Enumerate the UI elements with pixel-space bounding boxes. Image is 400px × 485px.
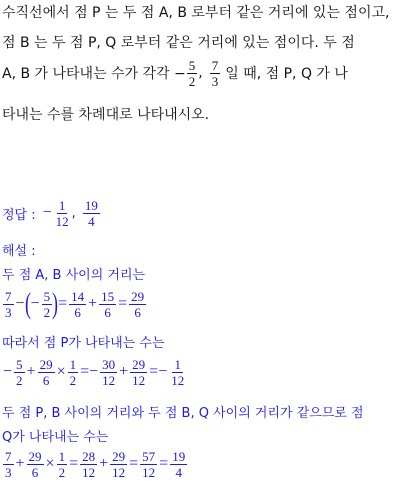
eq3-term-6-numerator: 57: [142, 448, 156, 464]
answer-p-denominator: 12: [55, 213, 69, 229]
eq3-term-3-denominator: 2: [58, 464, 66, 480]
eq1-term-4-numerator: 15: [101, 288, 115, 304]
eq3-term-2-denominator: 6: [31, 464, 39, 480]
eq1-term-3-denominator: 6: [74, 304, 81, 320]
solution-label: 해설 :: [2, 244, 36, 259]
eq3-term-2-numerator: 29: [28, 448, 42, 464]
eq1-negative: −: [30, 295, 40, 312]
eq2-term-4-denominator: 12: [102, 372, 116, 388]
eq3-term-5-numerator: 29: [112, 448, 126, 464]
question-comma: ,: [198, 65, 203, 81]
solution-line-4: Q가 나타내는 수는: [2, 430, 109, 445]
eq3-term-4: [80, 449, 97, 480]
eq2-term-6-numerator: 1: [174, 356, 181, 372]
eq3-plus-2: +: [99, 455, 109, 472]
eq2-term-2-denominator: 6: [42, 372, 50, 388]
eq2-times: ×: [56, 363, 66, 380]
fraction-a-numerator: 5: [188, 57, 196, 73]
answer-q-numerator: 19: [84, 197, 98, 213]
solution-line-3: 두 점 P, B 사이의 거리와 두 점 B, Q 사이의 거리가 같으므로 점: [2, 406, 364, 421]
fraction-a-denominator: 2: [188, 73, 196, 89]
eq1-term-5: [129, 289, 146, 320]
fraction-b: [210, 58, 221, 89]
answer-q-denominator: 4: [88, 213, 95, 229]
eq1-term-2: [42, 289, 53, 320]
question-line-3-prefix: A, B 가 나타내는 수가 각각 −: [2, 66, 186, 82]
eq2-equals-negative-2: =−: [149, 363, 168, 380]
answer-minus: −: [42, 204, 52, 221]
eq1-plus: +: [88, 295, 98, 312]
eq3-term-4-denominator: 12: [82, 464, 96, 480]
question-line-3: [2, 56, 348, 90]
answer-q: [83, 198, 100, 229]
eq3-term-7-numerator: 19: [172, 448, 186, 464]
fraction-b-numerator: 7: [211, 57, 219, 73]
eq3-term-7-denominator: 4: [175, 464, 182, 480]
eq3-term-5: [110, 449, 127, 480]
solution-line-1: 두 점 A, B 사이의 거리는: [2, 268, 146, 283]
eq2-term-4-numerator: 30: [102, 356, 116, 372]
eq2-plus: +: [26, 363, 36, 380]
eq2-term-2-numerator: 29: [39, 356, 53, 372]
eq1-term-2-denominator: 2: [43, 304, 51, 320]
eq2-term-6-denominator: 12: [171, 372, 185, 388]
eq2-term-3-numerator: 1: [69, 356, 77, 372]
answer-line: [2, 196, 101, 230]
eq1-term-3-numerator: 14: [71, 288, 85, 304]
eq1-minus: −: [15, 295, 25, 312]
eq3-term-7: [170, 449, 187, 480]
answer-p: [54, 198, 71, 229]
answer-comma: ,: [71, 205, 76, 221]
eq2-plus-2: +: [119, 363, 129, 380]
eq1-equals-2: =: [118, 295, 128, 312]
eq1-right-paren: ): [52, 287, 59, 320]
eq3-times: ×: [45, 455, 55, 472]
eq1-term-1: [3, 289, 14, 320]
solution-equation-3: [2, 444, 188, 484]
eq2-term-5-numerator: 29: [132, 356, 146, 372]
eq2-term-5: [130, 357, 147, 388]
eq3-equals-2: =: [129, 455, 139, 472]
eq2-equals-negative: =−: [80, 363, 99, 380]
eq3-term-1: [3, 449, 14, 480]
eq1-term-1-numerator: 7: [5, 288, 12, 304]
eq2-term-6: [169, 357, 186, 388]
eq2-term-5-denominator: 12: [132, 372, 146, 388]
eq3-term-3-numerator: 1: [58, 448, 66, 464]
solution-equation-2: [2, 352, 187, 392]
eq2-term-3: [68, 357, 79, 388]
eq3-term-6: [140, 449, 157, 480]
fraction-b-denominator: 3: [211, 73, 219, 89]
question-line-2: 점 B 는 두 점 P, Q 로부터 같은 거리에 있는 점이다. 두 점: [2, 35, 355, 51]
fraction-a: [187, 58, 198, 89]
eq1-term-1-denominator: 3: [5, 304, 12, 320]
eq2-term-1: [14, 357, 25, 388]
eq2-term-4: [100, 357, 117, 388]
question-line-4: 타내는 수를 차례대로 나타내시오.: [2, 107, 210, 123]
question-line-1: 수직선에서 점 P 는 두 점 A, B 로부터 같은 거리에 있는 점이고,: [2, 5, 390, 21]
eq1-term-5-denominator: 6: [134, 304, 141, 320]
eq1-term-4: [99, 289, 116, 320]
question-line-3-suffix: 일 때, 점 P, Q 가 나: [225, 66, 348, 82]
eq3-term-1-numerator: 7: [5, 448, 12, 464]
solution-line-2: 따라서 점 P가 나타내는 수는: [2, 336, 165, 351]
eq3-term-1-denominator: 3: [5, 464, 12, 480]
eq3-term-5-denominator: 12: [112, 464, 126, 480]
eq3-term-2: [27, 449, 44, 480]
answer-p-numerator: 1: [58, 197, 66, 213]
eq1-left-paren: (: [24, 287, 31, 320]
eq3-plus: +: [15, 455, 25, 472]
answer-label: 정답 :: [2, 207, 36, 223]
eq3-term-6-denominator: 12: [142, 464, 156, 480]
eq2-term-3-denominator: 2: [69, 372, 77, 388]
eq1-term-2-numerator: 5: [43, 288, 51, 304]
eq3-equals-3: =: [159, 455, 169, 472]
eq3-equals: =: [69, 455, 79, 472]
eq2-negative: −: [3, 363, 13, 380]
eq2-term-2: [38, 357, 55, 388]
eq1-term-4-denominator: 6: [104, 304, 111, 320]
eq3-term-4-numerator: 28: [82, 448, 96, 464]
eq1-term-5-numerator: 29: [131, 288, 145, 304]
eq3-term-3: [57, 449, 68, 480]
eq2-term-1-denominator: 2: [16, 372, 23, 388]
eq1-equals: =: [58, 295, 68, 312]
eq2-term-1-numerator: 5: [16, 356, 23, 372]
eq1-term-3: [69, 289, 86, 320]
solution-equation-1: [2, 284, 147, 324]
